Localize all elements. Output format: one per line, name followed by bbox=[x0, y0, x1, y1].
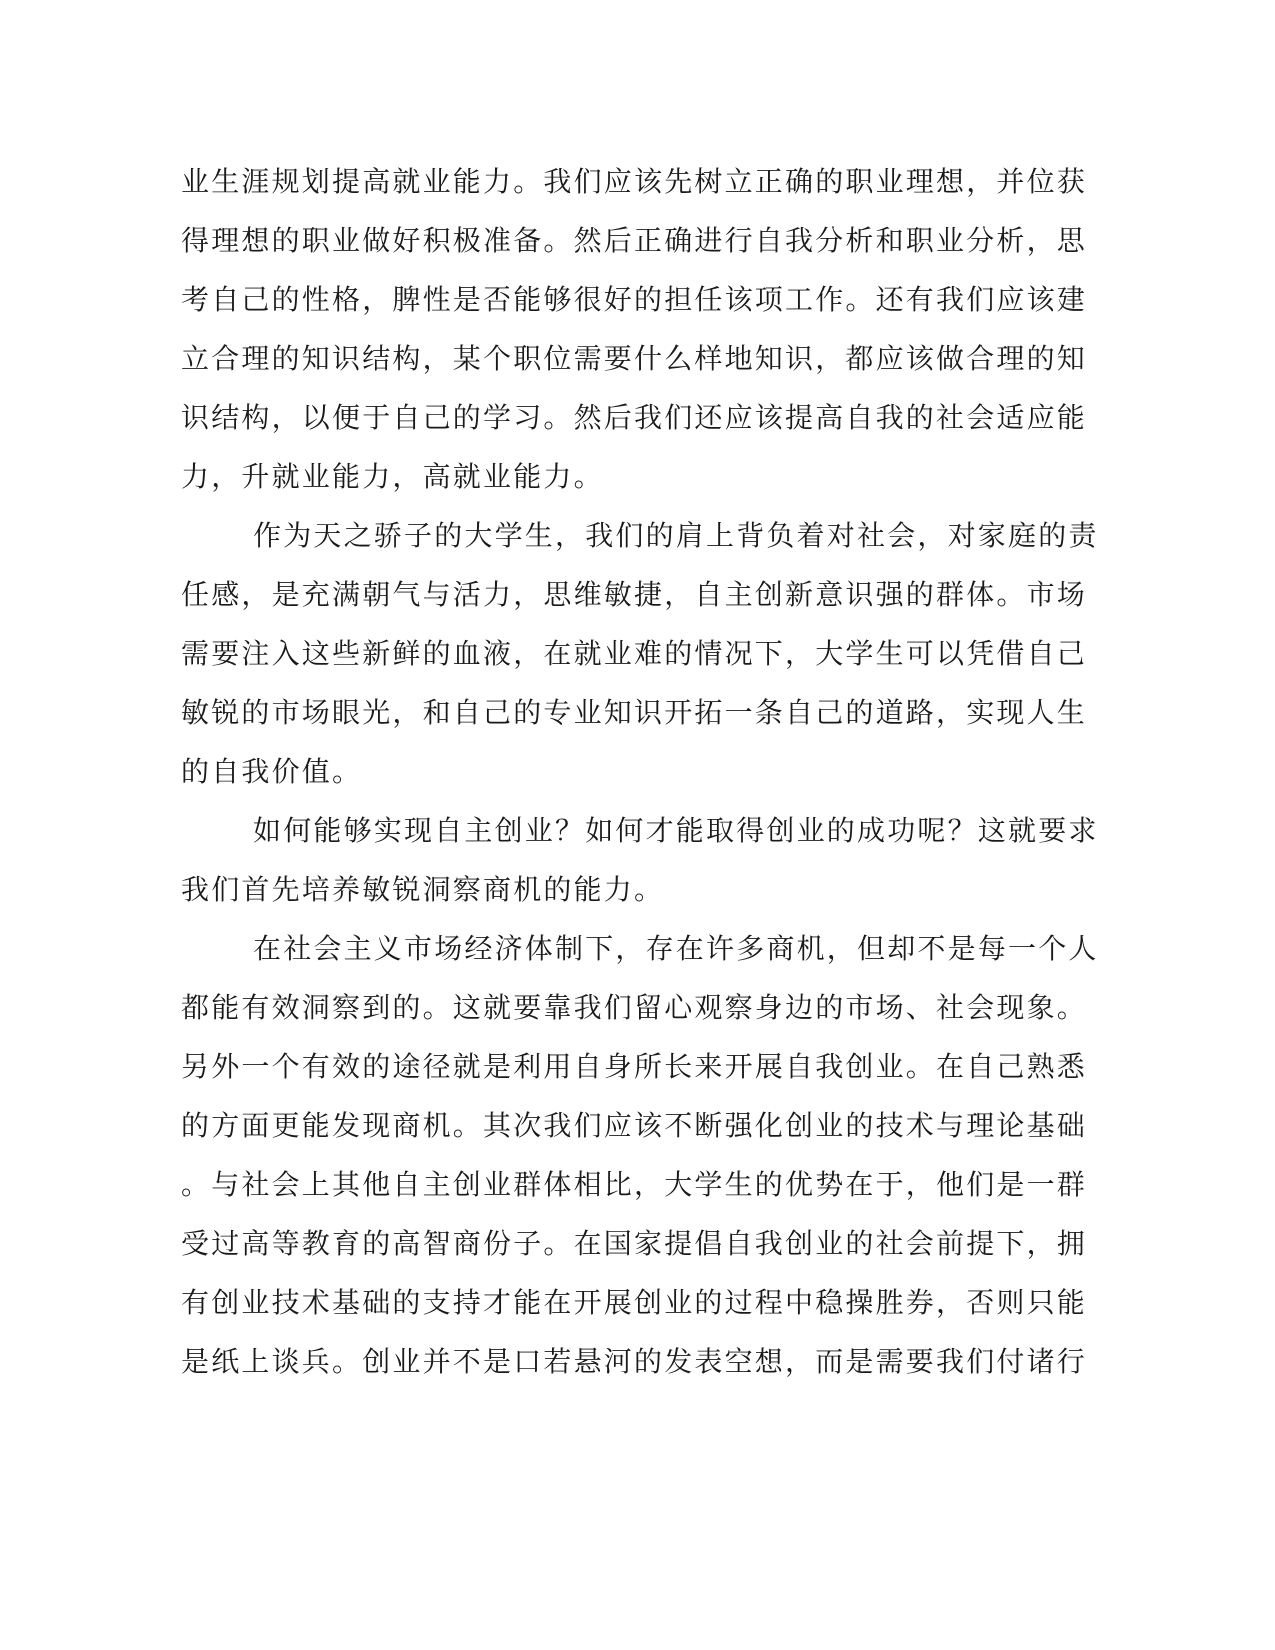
paragraph-first-line: 作为天之骄子的大学生，我们的肩上背负着对社会，对家庭的责 bbox=[253, 519, 1099, 552]
paragraph-first-line: 在社会主义市场经济体制下，存在许多商机，但却不是每一个人 bbox=[253, 932, 1099, 965]
text-line: 的方面更能发现商机。其次我们应该不断强化创业的技术与理论基础 bbox=[181, 1109, 1088, 1142]
text-line: 受过高等教育的高智商份子。在国家提倡自我创业的社会前提下，拥 bbox=[181, 1227, 1088, 1260]
text-line: 是纸上谈兵。创业并不是口若悬河的发表空想，而是需要我们付诸行 bbox=[181, 1345, 1088, 1378]
text-line: 考自己的性格，脾性是否能够很好的担任该项工作。还有我们应该建 bbox=[181, 283, 1088, 316]
text-line: 敏锐的市场眼光，和自己的专业知识开拓一条自己的道路，实现人生 bbox=[181, 696, 1088, 729]
text-line: 的自我价值。 bbox=[181, 755, 363, 788]
text-line: 需要注入这些新鲜的血液，在就业难的情况下，大学生可以凭借自己 bbox=[181, 637, 1088, 670]
text-line: 都能有效洞察到的。这就要靠我们留心观察身边的市场、社会现象。 bbox=[181, 991, 1088, 1024]
paragraph-first-line: 如何能够实现自主创业？如何才能取得创业的成功呢？这就要求 bbox=[253, 814, 1099, 847]
text-line: 。与社会上其他自主创业群体相比，大学生的优势在于，他们是一群 bbox=[181, 1168, 1088, 1201]
text-line: 得理想的职业做好积极准备。然后正确进行自我分析和职业分析，思 bbox=[181, 224, 1088, 257]
text-line: 我们首先培养敏锐洞察商机的能力。 bbox=[181, 873, 665, 906]
text-line: 另外一个有效的途径就是利用自身所长来开展自我创业。在自己熟悉 bbox=[181, 1050, 1088, 1083]
text-line: 任感，是充满朝气与活力，思维敏捷，自主创新意识强的群体。市场 bbox=[181, 578, 1088, 611]
body-text bbox=[181, 152, 1101, 1391]
text-line: 有创业技术基础的支持才能在开展创业的过程中稳操胜券，否则只能 bbox=[181, 1286, 1088, 1319]
text-line: 立合理的知识结构，某个职位需要什么样地知识，都应该做合理的知 bbox=[181, 342, 1088, 375]
text-line: 力，升就业能力，高就业能力。 bbox=[181, 460, 604, 493]
text-line: 识结构，以便于自己的学习。然后我们还应该提高自我的社会适应能 bbox=[181, 401, 1088, 434]
text-line: 业生涯规划提高就业能力。我们应该先树立正确的职业理想，并位获 bbox=[181, 165, 1088, 198]
